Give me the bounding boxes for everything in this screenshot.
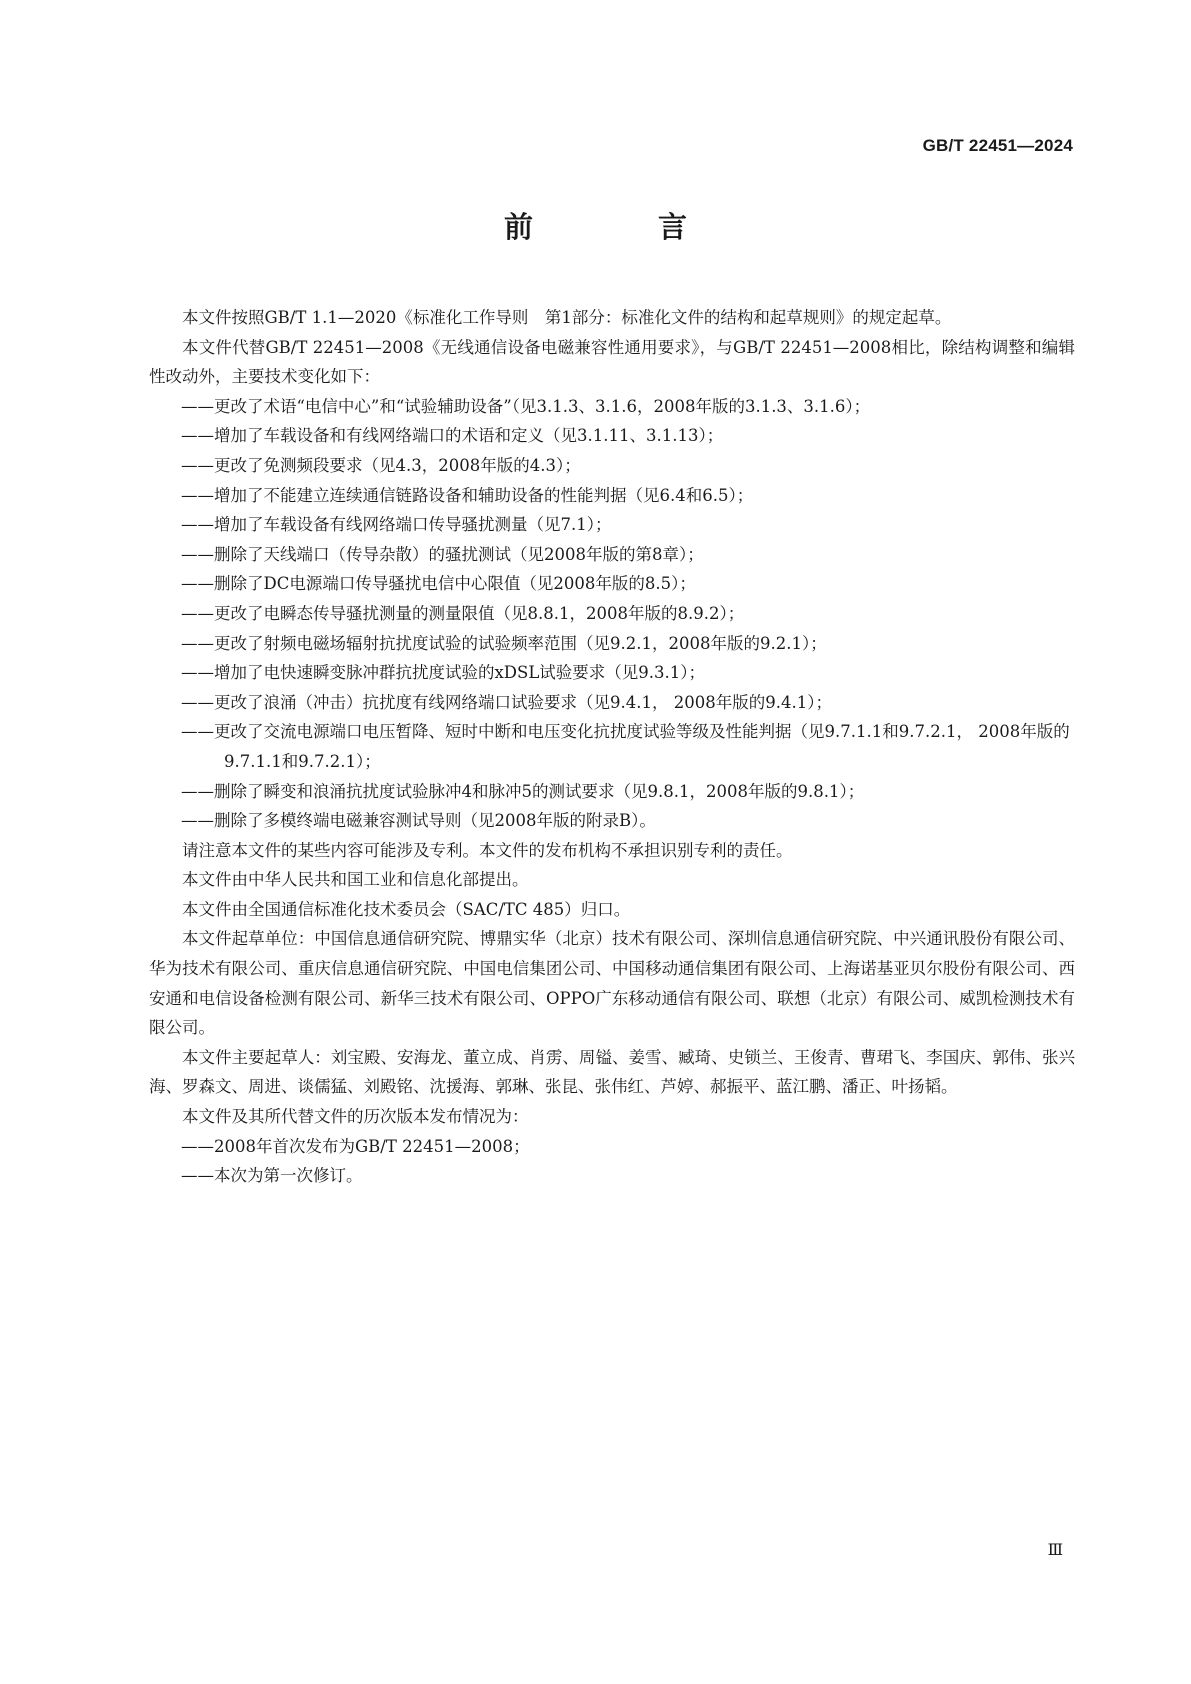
list-item: ——删除了瞬变和浪涌抗扰度试验脉冲4和脉冲5的测试要求（见9.8.1，2008年版的9.8.1）；	[181, 781, 865, 801]
paragraph-patent-notice: 请注意本文件的某些内容可能涉及专利。本文件的发布机构不承担识别专利的责任。	[182, 840, 793, 860]
paragraph-drafting-rules: 本文件按照GB/T 1.1—2020《标准化工作导则 第1部分：标准化文件的结构和起草规则》的规定起草。	[182, 308, 952, 327]
list-item: ——更改了免测频段要求（见4.3，2008年版的4.3）；	[181, 455, 581, 475]
list-item: ——更改了电瞬态传导骚扰测量的测量限值（见8.8.1，2008年版的8.9.2）；	[181, 603, 745, 623]
list-item: ——删除了DC电源端口传导骚扰电信中心限值（见2008年版的8.5）；	[181, 574, 696, 594]
paragraph-managed-by: 本文件由全国通信标准化技术委员会（SAC/TC 485）归口。	[182, 899, 631, 919]
page-number: Ⅲ	[1047, 1540, 1063, 1559]
list-item: ——增加了车载设备和有线网络端口的术语和定义（见3.1.11、3.1.13）；	[181, 426, 724, 446]
list-item: ——本次为第一次修订。	[181, 1166, 363, 1186]
list-item: ——更改了浪涌（冲击）抗扰度有线网络端口试验要求（见9.4.1， 2008年版的9.4.1）；	[181, 692, 832, 712]
list-item: ——删除了天线端口（传导杂散）的骚扰测试（见2008年版的第8章）；	[181, 544, 704, 564]
list-item: ——增加了电快速瞬变脉冲群抗扰度试验的xDSL试验要求（见9.3.1）；	[181, 663, 706, 683]
page-title: 前 言	[503, 210, 735, 244]
paragraph-drafters: 本文件主要起草人：刘宝殿、安海龙、董立成、肖雳、周镒、姜雪、臧琦、史锁兰、王俊青、曹珺飞、李国庆、郭伟、张兴海、罗森文、周进、谈儒猛、刘殿铭、沈援海、郭琳、张昆、张伟红、芦婷、郝振平、蓝江鹏、潘正、叶扬韬。	[149, 1047, 1075, 1097]
list-item: ——2008年首次发布为GB/T 22451—2008；	[181, 1136, 530, 1156]
document-body	[149, 303, 1075, 1191]
paragraph-replaces: 本文件代替GB/T 22451—2008《无线通信设备电磁兼容性通用要求》，与GB/T 22451—2008相比，除结构调整和编辑性改动外，主要技术变化如下：	[149, 337, 1075, 387]
history-list	[149, 1132, 1075, 1191]
changes-list	[149, 392, 1075, 836]
list-item: ——删除了多模终端电磁兼容测试导则（见2008年版的附录B）。	[181, 811, 656, 831]
paragraph-drafting-units: 本文件起草单位：中国信息通信研究院、博鼎实华（北京）技术有限公司、深圳信息通信研究院、中兴通讯股份有限公司、华为技术有限公司、重庆信息通信研究院、中国电信集团公司、中国移动通信集团有限公司、上海诺基亚贝尔股份有限公司、西安通和电信设备检测有限公司、新华三技术有限公司、OPPO广东移动通信有限公司、联想（北京）有限公司、威凯检测技术有限公司。	[149, 929, 1075, 1038]
list-item: ——更改了交流电源端口电压暂降、短时中断和电压变化抗扰度试验等级及性能判据（见9.7.1.1和9.7.2.1， 2008年版的9.7.1.1和9.7.2.1）；	[181, 722, 1070, 771]
paragraph-history-intro: 本文件及其所代替文件的历次版本发布情况为：	[182, 1107, 529, 1127]
list-item: ——增加了车载设备有线网络端口传导骚扰测量（见7.1）；	[181, 515, 612, 535]
list-item: ——更改了射频电磁场辐射抗扰度试验的试验频率范围（见9.2.1，2008年版的9.2.1）；	[181, 633, 827, 653]
list-item: ——增加了不能建立连续通信链路设备和辅助设备的性能判据（见6.4和6.5）；	[181, 485, 754, 505]
list-item: ——更改了术语“电信中心”和“试验辅助设备”（见3.1.3、3.1.6，2008年版的3.1.3、3.1.6）；	[181, 396, 871, 416]
paragraph-proposed-by: 本文件由中华人民共和国工业和信息化部提出。	[182, 870, 529, 890]
document-code: GB/T 22451—2024	[922, 136, 1073, 155]
